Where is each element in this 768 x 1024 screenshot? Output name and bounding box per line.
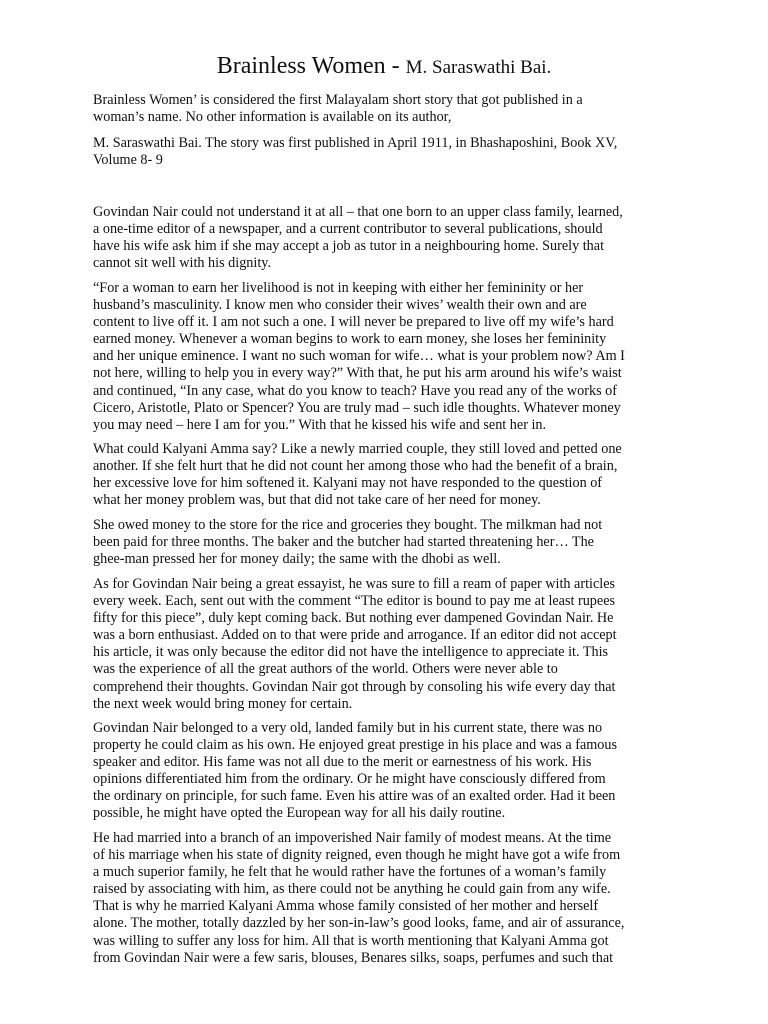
text-line: Govindan Nair belonged to a very old, landed family but in his current state, there was no [93,720,603,736]
text-line: husband’s masculinity. I know men who consider their wives’ wealth their own and are [93,297,587,314]
text-line: woman’s name. No other information is available on its author, [93,109,452,126]
text-line: the ordinary on principle, for such fame. Even his attire was of an exalted order. Had it been [93,788,616,805]
intro-paragraph-2 [93,135,683,169]
text-line: her excessive love for him softened it. Kalyani may not have responded to the question of [93,475,603,492]
text-line: not here, willing to help you in every way?” With that, he put his arm around his wife’s waist [93,365,622,382]
text-line: cannot sit well with his dignity. [93,255,271,272]
text-line: you may need – here I am for you.” With that he kissed his wife and sent her in. [93,416,547,433]
text-line: speaker and editor. His fame was not all due to the merit or earnestness of his work. His [93,754,592,771]
text-line: Brainless Women’ is considered the first Malayalam short story that got published in a [93,92,583,108]
text-line: from Govindan Nair were a few saris, blouses, Benares silks, soaps, perfumes and such that [93,949,614,966]
text-line: alone. The mother, totally dazzled by her son-in-law’s good looks, fame, and air of assurance, [93,915,625,932]
text-line: was a born enthusiast. Added on to that were pride and arrogance. If an editor did not accept [93,627,617,644]
text-line: fifty for this piece”, duly kept coming back. But nothing ever dampened Govindan Nair. He [93,610,614,627]
text-line: earned money. Whenever a woman begins to work to earn money, she loses her femininity [93,331,607,348]
title-text: Brainless Women - [216,53,406,79]
text-line: Volume 8- 9 [93,152,163,169]
text-line: every week. Each, sent out with the comment “The editor is bound to pay me at least rupees [93,593,616,610]
text-line: What could Kalyani Amma say? Like a newly married couple, they still loved and petted one [93,441,622,457]
text-line: a one-time editor of a newspaper, and a current contributor to several publications, should [93,221,603,238]
story-paragraph-6 [93,720,683,823]
story-paragraph-3 [93,441,683,509]
story-paragraph-1 [93,204,683,272]
text-line: M. Saraswathi Bai. The story was first published in April 1911, in Bhashaposhini, Book XV, [93,135,618,151]
story-paragraph-5 [93,576,683,713]
text-line: He had married into a branch of an impoverished Nair family of modest means. At the time [93,830,612,846]
intro-paragraph-1 [93,92,683,126]
title-author: M. Saraswathi Bai. [405,57,552,78]
story-paragraph-2 [93,280,683,434]
text-line: possible, he might have opted the European way for all his daily routine. [93,805,506,822]
text-line: “For a woman to earn her livelihood is not in keeping with either her femininity or her [93,280,584,296]
text-line: been paid for three months. The baker and the butcher had started threatening her… The [93,534,594,551]
text-line: the next week would bring money for certain. [93,695,353,712]
text-line: Cicero, Aristotle, Plato or Spencer? You are truly mad – such idle thoughts. Whatever money [93,399,621,416]
text-line: and continued, “In any case, what do you know to teach? Have you read any of the works of [93,382,617,399]
text-line: was willing to suffer any loss for him. All that is worth mentioning that Kalyani Amma got [93,932,609,949]
text-line: Govindan Nair could not understand it at all – that one born to an upper class family, learned, [93,204,623,220]
text-line: As for Govindan Nair being a great essayist, he was sure to fill a ream of paper with articles [93,576,616,592]
text-line: That is why he married Kalyani Amma whose family consisted of her mother and herself [93,898,599,915]
text-line: She owed money to the store for the rice and groceries they bought. The milkman had not [93,517,603,533]
text-line: raised by associating with him, as there could not be anything he could gain from any wife. [93,881,611,898]
text-line: of his marriage when his state of dignity reigned, even though he might have got a wife from [93,847,621,864]
text-line: another. If she felt hurt that he did not count her among those who had the benefit of a brain, [93,458,618,475]
text-line: was the experience of all the great authors of the world. Others were never able to [93,661,558,678]
text-line: what her money problem was, but that did not take care of her need for money. [93,492,541,509]
page-title [0,52,768,82]
text-line: and her unique eminence. I want no such woman for wife… what is your problem now? Am I [93,348,625,365]
text-line: opinions differentiated him from the ordinary. Or he might have consciously differed from [93,771,606,788]
text-line: his article, it was only because the editor did not have the intelligence to appreciate it. This [93,644,609,661]
text-line: have his wife ask him if she may accept a job as tutor in a neighbouring home. Surely that [93,238,605,255]
text-line: property he could claim as his own. He enjoyed great prestige in his place and was a famous [93,737,617,754]
text-line: content to live off it. I am not such a one. I will never be prepared to live off my wife’s hard [93,314,614,331]
text-line: ghee-man pressed her for money daily; the same with the dhobi as well. [93,551,501,568]
text-line: comprehend their thoughts. Govindan Nair got through by consoling his wife every day that [93,678,616,695]
text-line: a much superior family, he felt that he would rather have the fortunes of a woman’s family [93,864,607,881]
story-paragraph-7 [93,830,683,967]
story-paragraph-4 [93,517,683,568]
